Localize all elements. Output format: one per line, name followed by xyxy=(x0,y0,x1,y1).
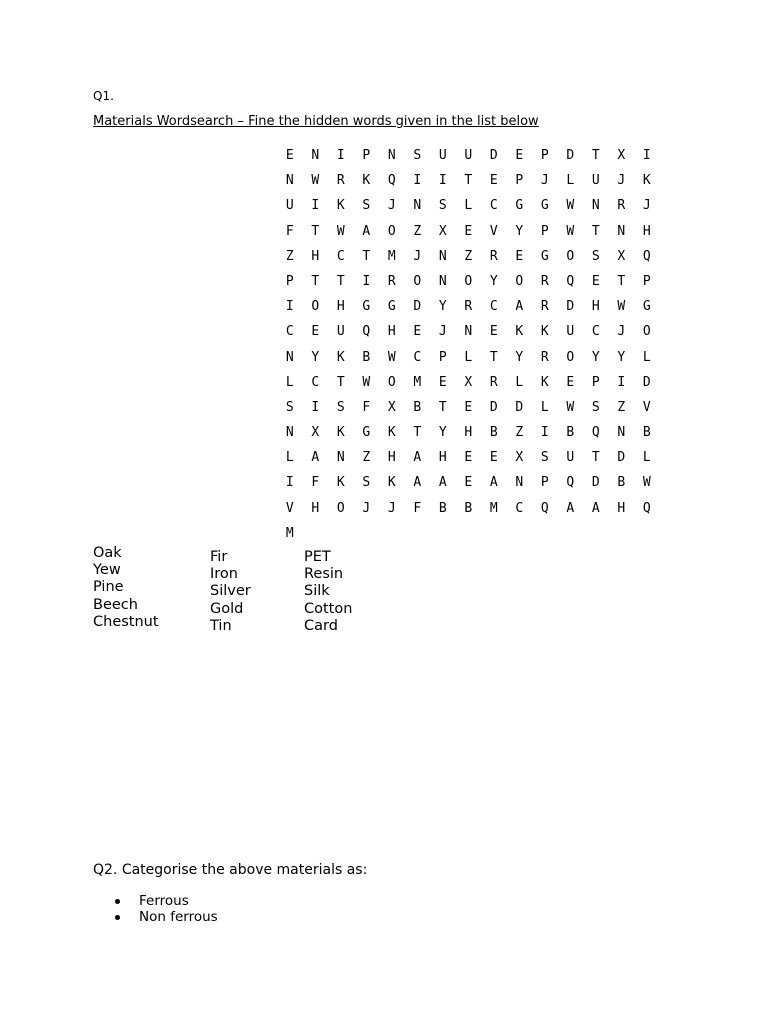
grid-letter: Y xyxy=(438,425,447,441)
grid-letter: W xyxy=(336,223,345,239)
q1-label: Q1. xyxy=(93,89,114,103)
grid-letter: T xyxy=(413,425,422,441)
grid-letter: A xyxy=(362,223,371,239)
grid-letter: C xyxy=(489,198,498,214)
grid-letter: E xyxy=(515,248,524,264)
grid-letter: W xyxy=(387,349,396,365)
grid-letter: R xyxy=(336,173,345,189)
grid-letter: Z xyxy=(413,223,422,239)
grid-letter: Q xyxy=(540,500,549,516)
grid-letter: E xyxy=(464,475,473,491)
grid-letter: B xyxy=(438,500,447,516)
option-non-ferrous: Non ferrous xyxy=(139,908,218,925)
grid-letter: T xyxy=(311,273,320,289)
grid-letter: J xyxy=(540,173,549,189)
grid-letter: V xyxy=(489,223,498,239)
grid-letter: J xyxy=(642,198,651,214)
grid-letter: R xyxy=(489,248,498,264)
grid-letter: S xyxy=(362,198,371,214)
grid-letter: L xyxy=(642,349,651,365)
grid-letter: K xyxy=(336,475,345,491)
grid-letter: C xyxy=(311,374,320,390)
grid-letter: N xyxy=(464,324,473,340)
grid-letter: K xyxy=(336,198,345,214)
grid-letter: D xyxy=(617,450,626,466)
grid-letter: T xyxy=(311,223,320,239)
grid-letter: S xyxy=(591,248,600,264)
grid-letter: Z xyxy=(515,425,524,441)
grid-letter: D xyxy=(642,374,651,390)
grid-letter: I xyxy=(285,475,294,491)
grid-letter: B xyxy=(413,399,422,415)
grid-letter: J xyxy=(617,173,626,189)
grid-letter: P xyxy=(540,475,549,491)
grid-letter: T xyxy=(591,450,600,466)
grid-letter: E xyxy=(515,148,524,163)
grid-letter: T xyxy=(464,173,473,189)
grid-letter: B xyxy=(489,425,498,441)
grid-letter: L xyxy=(642,450,651,466)
grid-letter: P xyxy=(591,374,600,390)
grid-letter: Y xyxy=(515,223,524,239)
grid-letter: M xyxy=(285,525,294,541)
grid-letter: E xyxy=(591,273,600,289)
grid-letter: K xyxy=(515,324,524,340)
grid-letter: X xyxy=(515,450,524,466)
grid-letter: X xyxy=(387,399,396,415)
grid-letter: I xyxy=(438,173,447,189)
grid-letter: G xyxy=(515,198,524,214)
grid-letter: I xyxy=(413,173,422,189)
grid-letter: H xyxy=(336,299,345,315)
grid-letter: S xyxy=(362,475,371,491)
grid-letter: F xyxy=(362,399,371,415)
grid-letter: I xyxy=(642,148,651,163)
grid-letter: N xyxy=(336,450,345,466)
grid-letter: T xyxy=(438,399,447,415)
grid-letter: G xyxy=(362,299,371,315)
grid-letter: E xyxy=(566,374,575,390)
grid-letter: E xyxy=(464,450,473,466)
grid-letter: M xyxy=(489,500,498,516)
grid-letter: U xyxy=(285,198,294,214)
grid-letter: D xyxy=(566,299,575,315)
word-silver: Silver xyxy=(210,583,251,600)
grid-letter: N xyxy=(387,148,396,163)
grid-letter: R xyxy=(540,349,549,365)
grid-letter: Y xyxy=(617,349,626,365)
grid-letter: T xyxy=(617,273,626,289)
grid-letter: H xyxy=(591,299,600,315)
grid-letter: Q xyxy=(387,173,396,189)
grid-letter: J xyxy=(413,248,422,264)
grid-letter: P xyxy=(642,273,651,289)
grid-letter: J xyxy=(617,324,626,340)
word-card: Card xyxy=(304,617,338,634)
grid-letter: P xyxy=(285,273,294,289)
grid-letter: B xyxy=(642,425,651,441)
grid-letter: P xyxy=(438,349,447,365)
grid-letter: O xyxy=(336,500,345,516)
grid-letter: O xyxy=(413,273,422,289)
word-oak: Oak xyxy=(93,545,122,561)
grid-letter: Y xyxy=(311,349,320,365)
list-item xyxy=(112,910,218,926)
word-list-column-2 xyxy=(210,549,251,635)
grid-letter: C xyxy=(489,299,498,315)
grid-letter: K xyxy=(362,173,371,189)
grid-letter: K xyxy=(642,173,651,189)
grid-letter: N xyxy=(438,273,447,289)
grid-letter: T xyxy=(591,148,600,163)
grid-letter: A xyxy=(438,475,447,491)
grid-letter: E xyxy=(464,399,473,415)
word-gold: Gold xyxy=(210,600,244,617)
grid-letter: O xyxy=(642,324,651,340)
grid-letter: O xyxy=(387,223,396,239)
grid-letter: L xyxy=(464,349,473,365)
grid-letter: U xyxy=(591,173,600,189)
grid-letter: X xyxy=(464,374,473,390)
grid-letter: N xyxy=(591,198,600,214)
grid-letter: Z xyxy=(464,248,473,264)
grid-letter: V xyxy=(285,500,294,516)
grid-letter: E xyxy=(464,223,473,239)
grid-letter: N xyxy=(438,248,447,264)
grid-letter: E xyxy=(413,324,422,340)
grid-letter: N xyxy=(285,425,294,441)
grid-letter: W xyxy=(311,173,320,189)
grid-letter: E xyxy=(311,324,320,340)
word-list-column-1 xyxy=(93,545,159,631)
grid-letter: H xyxy=(617,500,626,516)
q2-label: Q2. Categorise the above materials as: xyxy=(93,862,368,878)
grid-letter: E xyxy=(285,148,294,163)
word-pine: Pine xyxy=(93,579,124,596)
grid-letter: W xyxy=(617,299,626,315)
grid-letter: D xyxy=(413,299,422,315)
grid-letter: S xyxy=(336,399,345,415)
grid-letter: O xyxy=(566,248,575,264)
grid-letter: D xyxy=(515,399,524,415)
grid-letter: T xyxy=(362,248,371,264)
grid-letter: H xyxy=(311,248,320,264)
word-tin: Tin xyxy=(210,617,232,634)
grid-letter: P xyxy=(362,148,371,163)
grid-letter: A xyxy=(311,450,320,466)
grid-letter: G xyxy=(362,425,371,441)
grid-letter: K xyxy=(336,425,345,441)
grid-letter: C xyxy=(413,349,422,365)
grid-letter: R xyxy=(489,374,498,390)
grid-letter: N xyxy=(617,223,626,239)
word-chestnut: Chestnut xyxy=(93,613,159,630)
grid-letter: F xyxy=(285,223,294,239)
grid-letter: O xyxy=(464,273,473,289)
grid-letter: O xyxy=(387,374,396,390)
grid-letter: H xyxy=(387,450,396,466)
wordsearch-grid xyxy=(277,143,660,546)
grid-letter: K xyxy=(540,374,549,390)
grid-letter: F xyxy=(413,500,422,516)
grid-letter: C xyxy=(591,324,600,340)
grid-letter: L xyxy=(285,374,294,390)
grid-letter: N xyxy=(285,173,294,189)
list-item xyxy=(112,894,218,910)
grid-letter: Z xyxy=(362,450,371,466)
grid-letter: H xyxy=(438,450,447,466)
grid-letter: W xyxy=(642,475,651,491)
grid-letter: J xyxy=(387,500,396,516)
grid-letter: Y xyxy=(515,349,524,365)
grid-letter: X xyxy=(311,425,320,441)
grid-letter: B xyxy=(617,475,626,491)
grid-letter: I xyxy=(540,425,549,441)
grid-letter: U xyxy=(336,324,345,340)
grid-letter: N xyxy=(515,475,524,491)
grid-letter: A xyxy=(515,299,524,315)
word-cotton: Cotton xyxy=(304,600,353,617)
grid-letter: I xyxy=(617,374,626,390)
bullet-icon xyxy=(115,915,120,920)
grid-letter: P xyxy=(540,223,549,239)
grid-letter: L xyxy=(464,198,473,214)
grid-letter: D xyxy=(489,399,498,415)
grid-letter: Q xyxy=(362,324,371,340)
grid-letter: S xyxy=(438,198,447,214)
grid-letter: R xyxy=(617,198,626,214)
grid-letter: L xyxy=(540,399,549,415)
grid-letter: N xyxy=(413,198,422,214)
grid-letter: U xyxy=(566,450,575,466)
grid-letter: D xyxy=(489,148,498,163)
grid-letter: I xyxy=(362,273,371,289)
grid-letter: C xyxy=(336,248,345,264)
grid-letter: K xyxy=(540,324,549,340)
grid-letter: C xyxy=(285,324,294,340)
grid-letter: D xyxy=(566,148,575,163)
grid-letter: K xyxy=(387,475,396,491)
grid-letter: E xyxy=(489,324,498,340)
grid-letter: U xyxy=(566,324,575,340)
grid-letter: I xyxy=(285,299,294,315)
grid-letter: M xyxy=(413,374,422,390)
grid-letter: J xyxy=(387,198,396,214)
grid-letter: Y xyxy=(591,349,600,365)
word-pet: PET xyxy=(304,549,331,565)
grid-letter: X xyxy=(617,248,626,264)
grid-letter: V xyxy=(642,399,651,415)
word-silk: Silk xyxy=(304,583,330,600)
grid-letter: O xyxy=(311,299,320,315)
grid-letter: Q xyxy=(566,273,575,289)
grid-letter: H xyxy=(464,425,473,441)
grid-letter: L xyxy=(566,173,575,189)
grid-letter: U xyxy=(438,148,447,163)
option-ferrous: Ferrous xyxy=(139,893,189,909)
grid-letter: N xyxy=(311,148,320,163)
grid-letter: P xyxy=(540,148,549,163)
grid-letter: W xyxy=(566,223,575,239)
grid-letter: I xyxy=(336,148,345,163)
grid-letter: S xyxy=(591,399,600,415)
grid-letter: R xyxy=(387,273,396,289)
grid-letter: X xyxy=(617,148,626,163)
grid-letter: H xyxy=(642,223,651,239)
grid-letter: Q xyxy=(642,248,651,264)
grid-letter: H xyxy=(387,324,396,340)
word-beech: Beech xyxy=(93,596,138,613)
grid-letter: E xyxy=(489,450,498,466)
word-list-column-3 xyxy=(304,549,352,635)
grid-letter: M xyxy=(387,248,396,264)
grid-letter: T xyxy=(591,223,600,239)
grid-letter: Y xyxy=(438,299,447,315)
word-resin: Resin xyxy=(304,566,344,583)
grid-letter: B xyxy=(566,425,575,441)
q2-options-list xyxy=(112,894,218,925)
bullet-icon xyxy=(115,899,120,904)
grid-letter: S xyxy=(413,148,422,163)
word-fir: Fir xyxy=(210,549,228,565)
grid-letter: S xyxy=(540,450,549,466)
grid-letter: D xyxy=(591,475,600,491)
grid-letter: L xyxy=(515,374,524,390)
grid-letter: P xyxy=(515,173,524,189)
grid-letter: R xyxy=(540,299,549,315)
grid-letter: W xyxy=(362,374,371,390)
grid-letter: Y xyxy=(489,273,498,289)
grid-letter: X xyxy=(438,223,447,239)
wordsearch-title: Materials Wordsearch – Fine the hidden words given in the list below xyxy=(93,114,539,129)
grid-letter: N xyxy=(617,425,626,441)
grid-letter: B xyxy=(362,349,371,365)
grid-letter: R xyxy=(464,299,473,315)
grid-letter: J xyxy=(362,500,371,516)
grid-letter: G xyxy=(387,299,396,315)
grid-letter: G xyxy=(540,248,549,264)
grid-letter: C xyxy=(515,500,524,516)
grid-letter: Z xyxy=(285,248,294,264)
grid-letter: O xyxy=(566,349,575,365)
grid-letter: H xyxy=(311,500,320,516)
grid-letter: T xyxy=(336,273,345,289)
grid-letter: I xyxy=(311,399,320,415)
grid-letter: K xyxy=(336,349,345,365)
grid-letter: T xyxy=(489,349,498,365)
grid-letter: T xyxy=(336,374,345,390)
grid-letter: A xyxy=(413,475,422,491)
grid-letter: J xyxy=(438,324,447,340)
grid-letter: G xyxy=(540,198,549,214)
grid-letter: L xyxy=(285,450,294,466)
grid-letter: B xyxy=(464,500,473,516)
grid-letter: R xyxy=(540,273,549,289)
grid-letter: Q xyxy=(566,475,575,491)
grid-letter: W xyxy=(566,198,575,214)
grid-letter: Z xyxy=(617,399,626,415)
grid-letter: S xyxy=(285,399,294,415)
grid-letter: G xyxy=(642,299,651,315)
grid-letter: W xyxy=(566,399,575,415)
grid-letter: F xyxy=(311,475,320,491)
grid-letter: A xyxy=(591,500,600,516)
grid-letter: N xyxy=(285,349,294,365)
grid-letter: Q xyxy=(591,425,600,441)
grid-letter: A xyxy=(566,500,575,516)
grid-letter: O xyxy=(515,273,524,289)
grid-letter: A xyxy=(413,450,422,466)
grid-letter: Q xyxy=(642,500,651,516)
grid-letter: I xyxy=(311,198,320,214)
grid-letter: U xyxy=(464,148,473,163)
grid-letter: K xyxy=(387,425,396,441)
grid-letter: E xyxy=(438,374,447,390)
grid-letter: E xyxy=(489,173,498,189)
word-iron: Iron xyxy=(210,566,238,583)
grid-letter: A xyxy=(489,475,498,491)
word-yew: Yew xyxy=(93,562,121,579)
